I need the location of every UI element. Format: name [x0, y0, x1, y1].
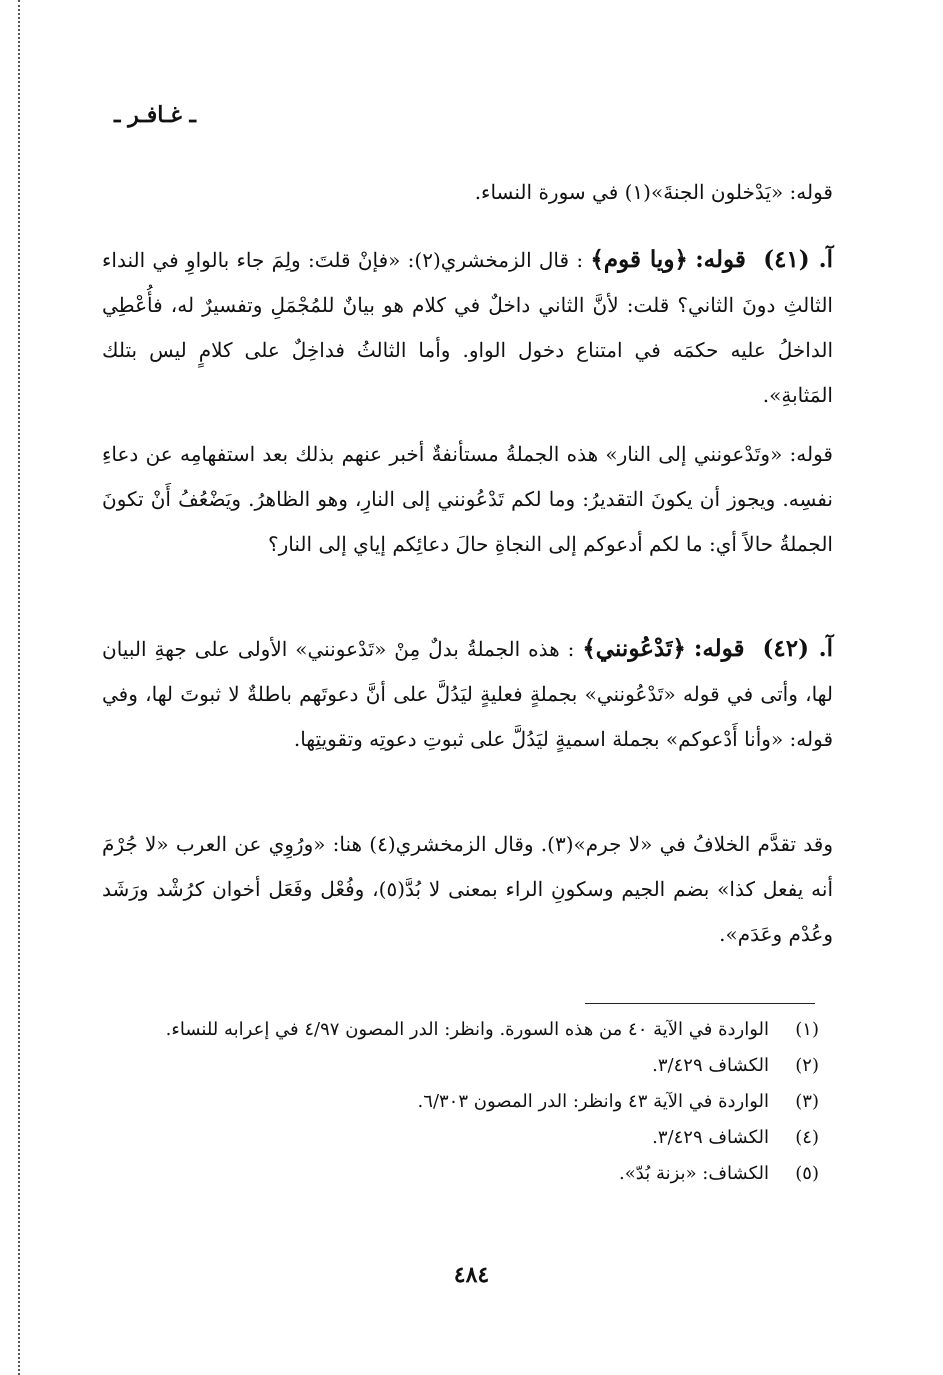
- footnote-number: (١): [795, 1019, 819, 1040]
- footnote-separator: [585, 1003, 815, 1004]
- paragraph-text: قوله: «يَدْخلون الجنةَ»(١) في سورة النساء.: [474, 180, 833, 204]
- footnote-number: (٢): [795, 1055, 819, 1076]
- paragraph-text: : هذه الجملةُ بدلٌ مِنْ «تَدْعونني» الأولى على جهةِ البيان لها، وأتى في قوله «تَدْعُونني» بجملةٍ فعليةٍ ليَدُلَّ على أنَّ دعوتَهم باطلةٌ لا ثبوتَ لها، وفي قوله: «وأنا أَدْعوكم» بجملة اسميةٍ ليَدُلَّ على ثبوتِ دعوتِه وتقويتِها.: [102, 637, 833, 751]
- footnote-text: الواردة في الآية ٤٣ وانظر: الدر المصون ٦/٣٠٣.: [417, 1091, 769, 1112]
- footnote-item: [102, 1051, 819, 1081]
- verse-keyword: قوله:: [693, 635, 745, 662]
- paragraph-text: وقد تقدَّم الخلافُ في «لا جرم»(٣). وقال الزمخشري(٤) هنا: «ورُوِي عن العرب «لا جُرْمَ أنه يفعل كذا» بضم الجيم وسكونِ الراء بمعنى لا بُدَّ(٥)، وفُعْل وفَعَل أخوان كرُشْد ورَشَد وعُدْم وعَدَم».: [102, 832, 834, 946]
- paragraph-verse-41: [102, 237, 833, 418]
- paragraph-5: [102, 822, 833, 957]
- verse-keyword: قوله:: [695, 246, 746, 273]
- running-header: ـ غـافـر ـ: [114, 102, 196, 128]
- quran-quote: ﴿تَدْعُونني﴾: [582, 635, 686, 662]
- footnote-text: الواردة في الآية ٤٠ من هذه السورة. وانظر: الدر المصون ٤/٩٧ في إعرابه للنساء.: [165, 1019, 769, 1040]
- footnote-item: [102, 1159, 819, 1189]
- footnote-item: [102, 1123, 819, 1153]
- footnote-item: [102, 1015, 819, 1045]
- verse-number: آ. (٤١): [763, 246, 834, 273]
- footnotes: [102, 1015, 819, 1195]
- paragraph-1: [102, 170, 833, 215]
- footnote-text: الكشاف: «بزنة بُدّ».: [619, 1163, 769, 1184]
- page-number: ٤٨٤: [453, 1262, 490, 1288]
- paragraph-text: : قال الزمخشري(٢): «فإنْ قلتَ: ولِمَ جاء بالواوِ في النداء الثالثِ دونَ الثاني؟ قلت: لأنَّ الثاني داخلٌ في كلام هو بيانٌ للمُجْمَلِ وتفسيرٌ له، فأُعْطِي الداخلُ عليه حكمَه في امتناع دخول الواو. وأما الثالثُ فداخِلٌ على كلامٍ ليس بتلك المَثابةِ».: [102, 248, 833, 407]
- footnote-item: [102, 1087, 819, 1117]
- footnote-number: (٣): [795, 1091, 819, 1112]
- footnote-number: (٥): [795, 1163, 819, 1184]
- quran-quote: ﴿ويا قوم﴾: [590, 246, 688, 273]
- paragraph-3: [102, 432, 833, 567]
- footnote-number: (٤): [795, 1127, 819, 1148]
- verse-number: آ. (٤٢): [762, 635, 834, 662]
- footnote-text: الكشاف ٣/٤٢٩.: [652, 1127, 769, 1148]
- paragraph-text: قوله: «وتَدْعونني إلى النار» هذه الجملةُ مستأنفةٌ أخبر عنهم بذلك بعد استفهامِه عن دعاءِ نفسِه. ويجوز أن يكونَ التقديرُ: وما لكم تَدْعُونني إلى النارِ، وهو الظاهرُ. ويَضْعُفُ أَنْ تكونَ الجملةُ حالاً أي: ما لكم أدعوكم إلى النجاةِ حالَ دعائِكم إياي إلى النار؟: [102, 442, 833, 556]
- footnote-text: الكشاف ٣/٤٢٩.: [652, 1055, 769, 1076]
- paragraph-verse-42: [102, 626, 833, 762]
- scan-edge-line: [18, 0, 20, 1375]
